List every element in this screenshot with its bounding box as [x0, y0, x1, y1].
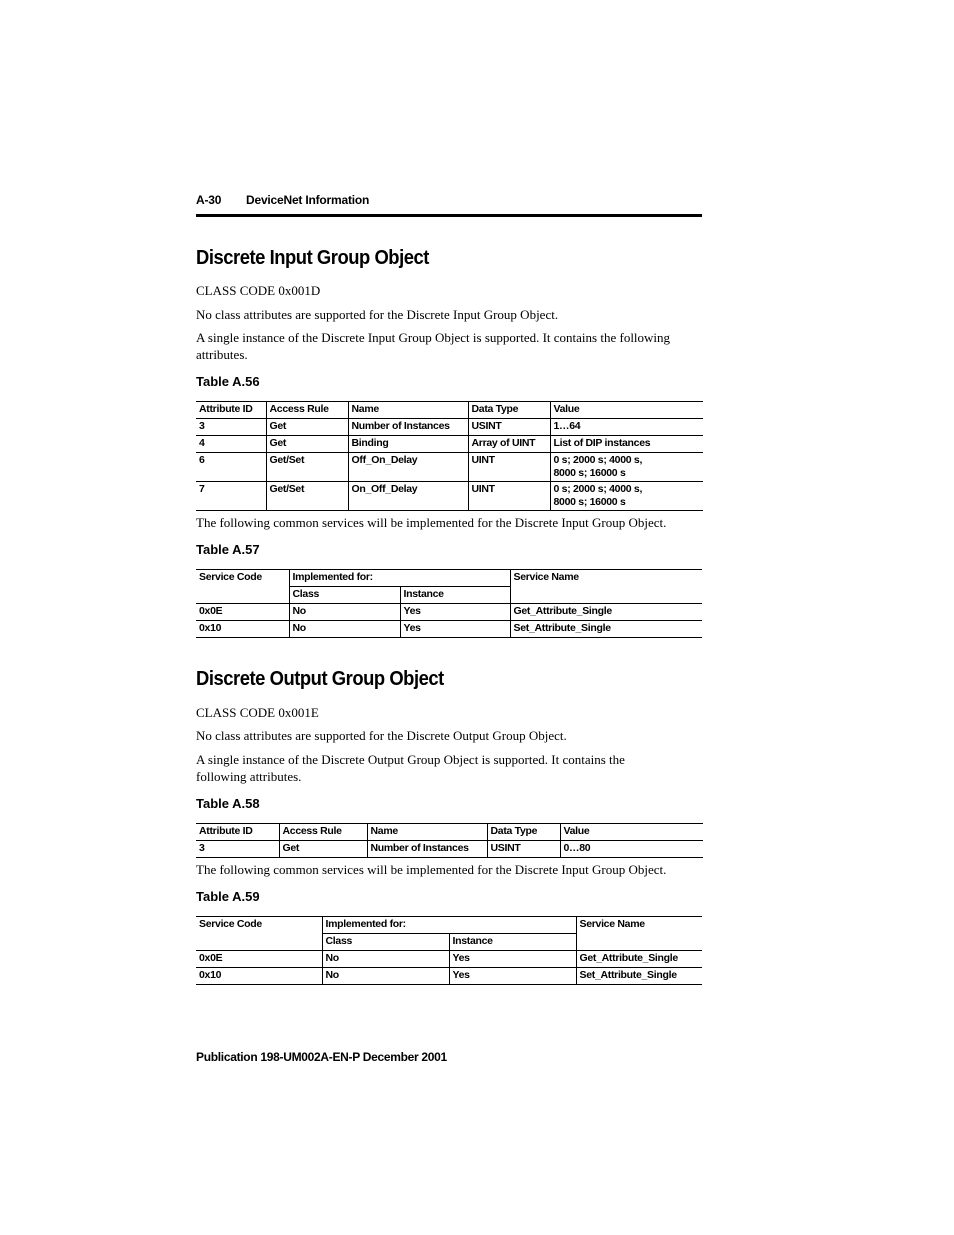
- table-header-row: [196, 824, 703, 841]
- class-code: CLASS CODE 0x001E: [196, 705, 319, 720]
- header-cell: Value: [560, 824, 703, 841]
- table-a56: [196, 401, 703, 511]
- table-cell: 4: [196, 436, 266, 453]
- table-a58: [196, 823, 703, 858]
- header-cell: Class: [289, 587, 400, 604]
- paragraph: No class attributes are supported for the Discrete Input Group Object.: [196, 307, 559, 322]
- header-cell: [576, 934, 702, 951]
- header-cell: [196, 934, 322, 951]
- header-cell: Data Type: [468, 402, 550, 419]
- table-cell: Get/Set: [266, 453, 348, 482]
- table-cell: 0…80: [560, 841, 703, 858]
- table-row: [196, 621, 702, 638]
- table-row: [196, 482, 703, 511]
- header-cell: Instance: [449, 934, 576, 951]
- header-cell: Service Name: [576, 917, 702, 934]
- table-cell: Set_Attribute_Single: [510, 621, 702, 638]
- header-cell: Name: [348, 402, 468, 419]
- publication-footer: Publication 198-UM002A-EN-P December 2001: [196, 1050, 447, 1064]
- header-cell: Attribute ID: [196, 824, 279, 841]
- table-cell: [550, 453, 703, 482]
- header-cell: Implemented for:: [289, 570, 510, 587]
- table-cell: USINT: [487, 841, 560, 858]
- header-cell: [196, 587, 289, 604]
- table-header-row: [196, 402, 703, 419]
- table-cell: No: [322, 968, 449, 985]
- header-cell: Access Rule: [266, 402, 348, 419]
- value-line: 8000 s; 16000 s: [553, 496, 626, 508]
- header-cell: Class: [322, 934, 449, 951]
- header-rule: [196, 214, 702, 217]
- table-cell: Set_Attribute_Single: [576, 968, 702, 985]
- table-cell: Get/Set: [266, 482, 348, 511]
- table-cell: 0x10: [196, 621, 289, 638]
- section-title-discrete-output: Discrete Output Group Object: [196, 668, 444, 690]
- table-cell: Yes: [449, 951, 576, 968]
- table-subheader-row: [196, 587, 702, 604]
- header-cell: Service Name: [510, 570, 702, 587]
- table-row: [196, 419, 703, 436]
- table-cell: Yes: [449, 968, 576, 985]
- table-row: [196, 951, 702, 968]
- header-cell: Service Code: [196, 570, 289, 587]
- table-cell: Get_Attribute_Single: [576, 951, 702, 968]
- value-line: 0 s; 2000 s; 4000 s,: [553, 454, 643, 466]
- table-header-row: [196, 570, 702, 587]
- table-cell: No: [289, 621, 400, 638]
- table-cell: Number of Instances: [348, 419, 468, 436]
- page-number: A-30: [196, 193, 222, 207]
- table-cell: 7: [196, 482, 266, 511]
- header-cell: Access Rule: [279, 824, 367, 841]
- table-row: [196, 604, 702, 621]
- table-cell: UINT: [468, 453, 550, 482]
- table-subheader-row: [196, 934, 702, 951]
- class-code: CLASS CODE 0x001D: [196, 283, 321, 298]
- table-header-row: [196, 917, 702, 934]
- table-cell: UINT: [468, 482, 550, 511]
- header-cell: Implemented for:: [322, 917, 576, 934]
- header-cell: [510, 587, 702, 604]
- table-a57: [196, 569, 702, 638]
- table-cell: 1…64: [550, 419, 703, 436]
- table-cell: Yes: [400, 604, 510, 621]
- table-row: [196, 968, 702, 985]
- table-cell: No: [322, 951, 449, 968]
- running-header: [196, 193, 702, 207]
- header-cell: Attribute ID: [196, 402, 266, 419]
- table-cell: Get: [266, 419, 348, 436]
- value-line: 0 s; 2000 s; 4000 s,: [553, 483, 643, 495]
- table-cell: No: [289, 604, 400, 621]
- table-row: [196, 436, 703, 453]
- table-cell: Get_Attribute_Single: [510, 604, 702, 621]
- table-cell: 0x0E: [196, 604, 289, 621]
- table-caption: Table A.57: [196, 542, 260, 557]
- table-row: [196, 453, 703, 482]
- table-cell: On_Off_Delay: [348, 482, 468, 511]
- table-cell: 0x10: [196, 968, 322, 985]
- table-a59: [196, 916, 702, 985]
- header-cell: Name: [367, 824, 487, 841]
- header-cell: Instance: [400, 587, 510, 604]
- header-cell: Service Code: [196, 917, 322, 934]
- paragraph: A single instance of the Discrete Output Group Object is supported. It contains the following attributes.: [196, 752, 625, 784]
- table-cell: USINT: [468, 419, 550, 436]
- table-cell: Get: [279, 841, 367, 858]
- table-cell: Binding: [348, 436, 468, 453]
- section-title-discrete-input: Discrete Input Group Object: [196, 247, 429, 269]
- table-caption: Table A.58: [196, 796, 260, 811]
- table-cell: Off_On_Delay: [348, 453, 468, 482]
- table-cell: 3: [196, 419, 266, 436]
- table-cell: 6: [196, 453, 266, 482]
- paragraph: A single instance of the Discrete Input Group Object is supported. It contains the following attributes.: [196, 330, 671, 362]
- value-line: 8000 s; 16000 s: [553, 467, 626, 479]
- header-cell: Data Type: [487, 824, 560, 841]
- table-cell: List of DIP instances: [550, 436, 703, 453]
- table-cell: Yes: [400, 621, 510, 638]
- table-cell: Array of UINT: [468, 436, 550, 453]
- table-cell: Number of Instances: [367, 841, 487, 858]
- table-caption: Table A.56: [196, 374, 260, 389]
- chapter-title: DeviceNet Information: [246, 193, 370, 207]
- header-cell: Value: [550, 402, 703, 419]
- paragraph: The following common services will be implemented for the Discrete Input Group Object.: [196, 862, 667, 877]
- table-cell: [550, 482, 703, 511]
- table-cell: 0x0E: [196, 951, 322, 968]
- table-caption: Table A.59: [196, 889, 260, 904]
- paragraph: The following common services will be implemented for the Discrete Input Group Object.: [196, 515, 667, 530]
- table-cell: Get: [266, 436, 348, 453]
- table-row: [196, 841, 703, 858]
- table-cell: 3: [196, 841, 279, 858]
- paragraph: No class attributes are supported for the Discrete Output Group Object.: [196, 728, 567, 743]
